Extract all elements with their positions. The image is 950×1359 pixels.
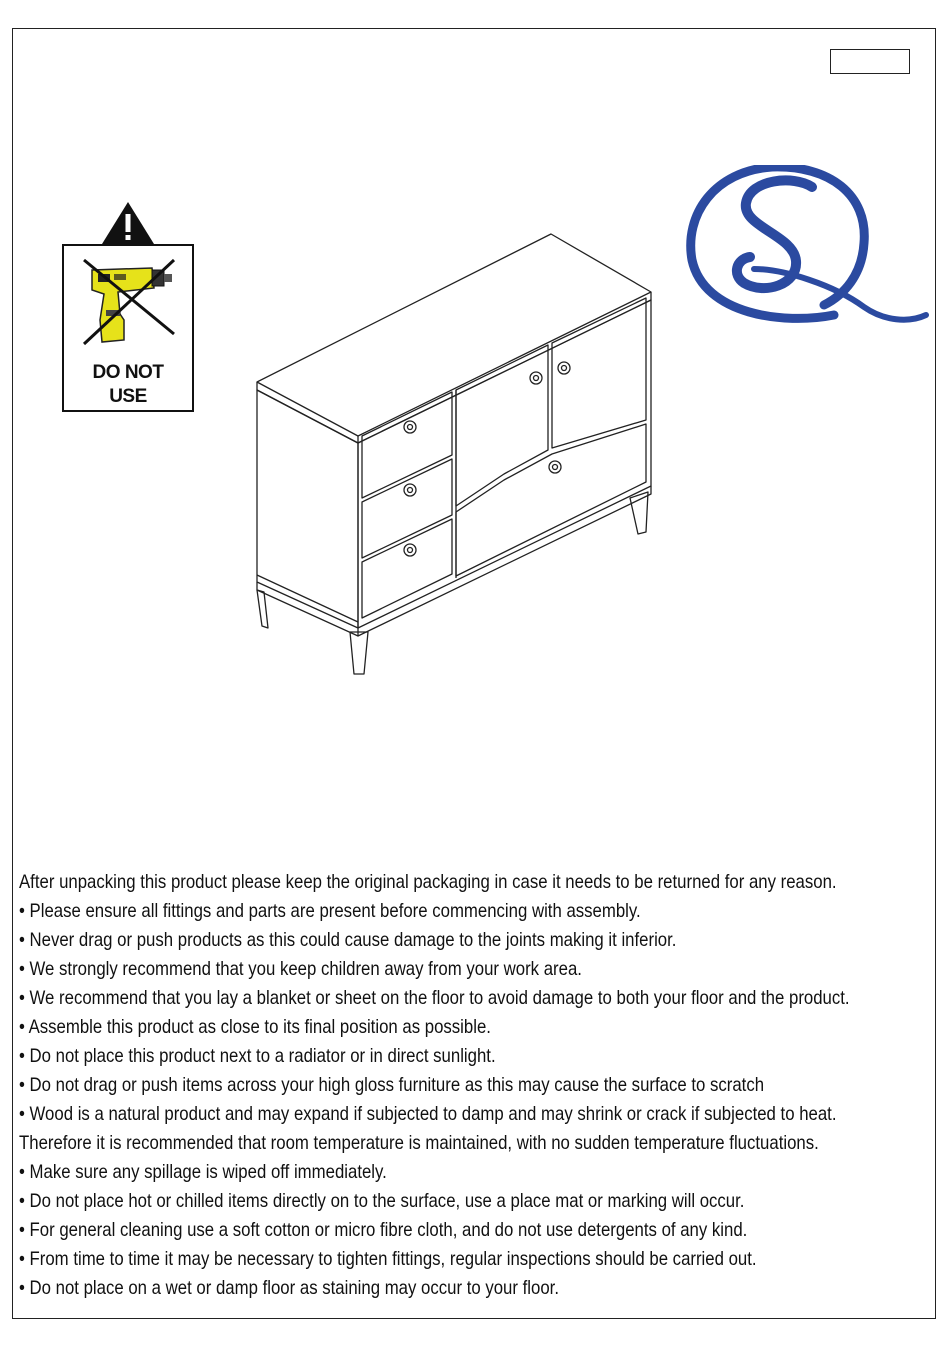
instruction-line: After unpacking this product please keep the original packaging in case it needs to be returned for any reason. (19, 871, 837, 893)
product-code-box (830, 49, 910, 74)
instruction-line: • Do not place hot or chilled items directly on to the surface, use a place mat or marking will occur. (19, 1190, 745, 1212)
power-drill-icon (78, 254, 178, 354)
sideboard-illustration (250, 230, 660, 680)
warning-triangle-icon (100, 200, 156, 246)
instruction-line: • Assemble this product as close to its final position as possible. (19, 1016, 491, 1038)
instruction-line: • For general cleaning use a soft cotton or micro fibre cloth, and do not use detergents of any kind. (19, 1219, 748, 1241)
instruction-line: • Make sure any spillage is wiped off immediately. (19, 1161, 387, 1183)
instruction-line: • Do not place this product next to a radiator or in direct sunlight. (19, 1045, 496, 1067)
safety-instructions (19, 868, 850, 1303)
power-tool-warning (62, 200, 194, 412)
sq-monogram-logo (684, 165, 930, 330)
warning-line-2: USE (109, 386, 147, 407)
warning-line-1: DO NOT (92, 362, 164, 383)
instruction-line: • From time to time it may be necessary to tighten fittings, regular inspections should be carried out. (19, 1248, 757, 1270)
instruction-line: • Wood is a natural product and may expand if subjected to damp and may shrink or crack if subjected to heat. (19, 1103, 837, 1125)
instruction-line: • Do not drag or push items across your high gloss furniture as this may cause the surface to scratch (19, 1074, 765, 1096)
instruction-line: • We strongly recommend that you keep children away from your work area. (19, 958, 582, 980)
instruction-line: • Please ensure all fittings and parts are present before commencing with assembly. (19, 900, 641, 922)
instruction-line: Therefore it is recommended that room temperature is maintained, with no sudden temperature fluctuations. (19, 1132, 819, 1154)
instruction-line: • Never drag or push products as this could cause damage to the joints making it inferior. (19, 929, 677, 951)
instruction-line: • We recommend that you lay a blanket or sheet on the floor to avoid damage to both your floor and the product. (19, 987, 850, 1009)
instruction-line: • Do not place on a wet or damp floor as staining may occur to your floor. (19, 1277, 559, 1299)
warning-panel (62, 244, 194, 412)
